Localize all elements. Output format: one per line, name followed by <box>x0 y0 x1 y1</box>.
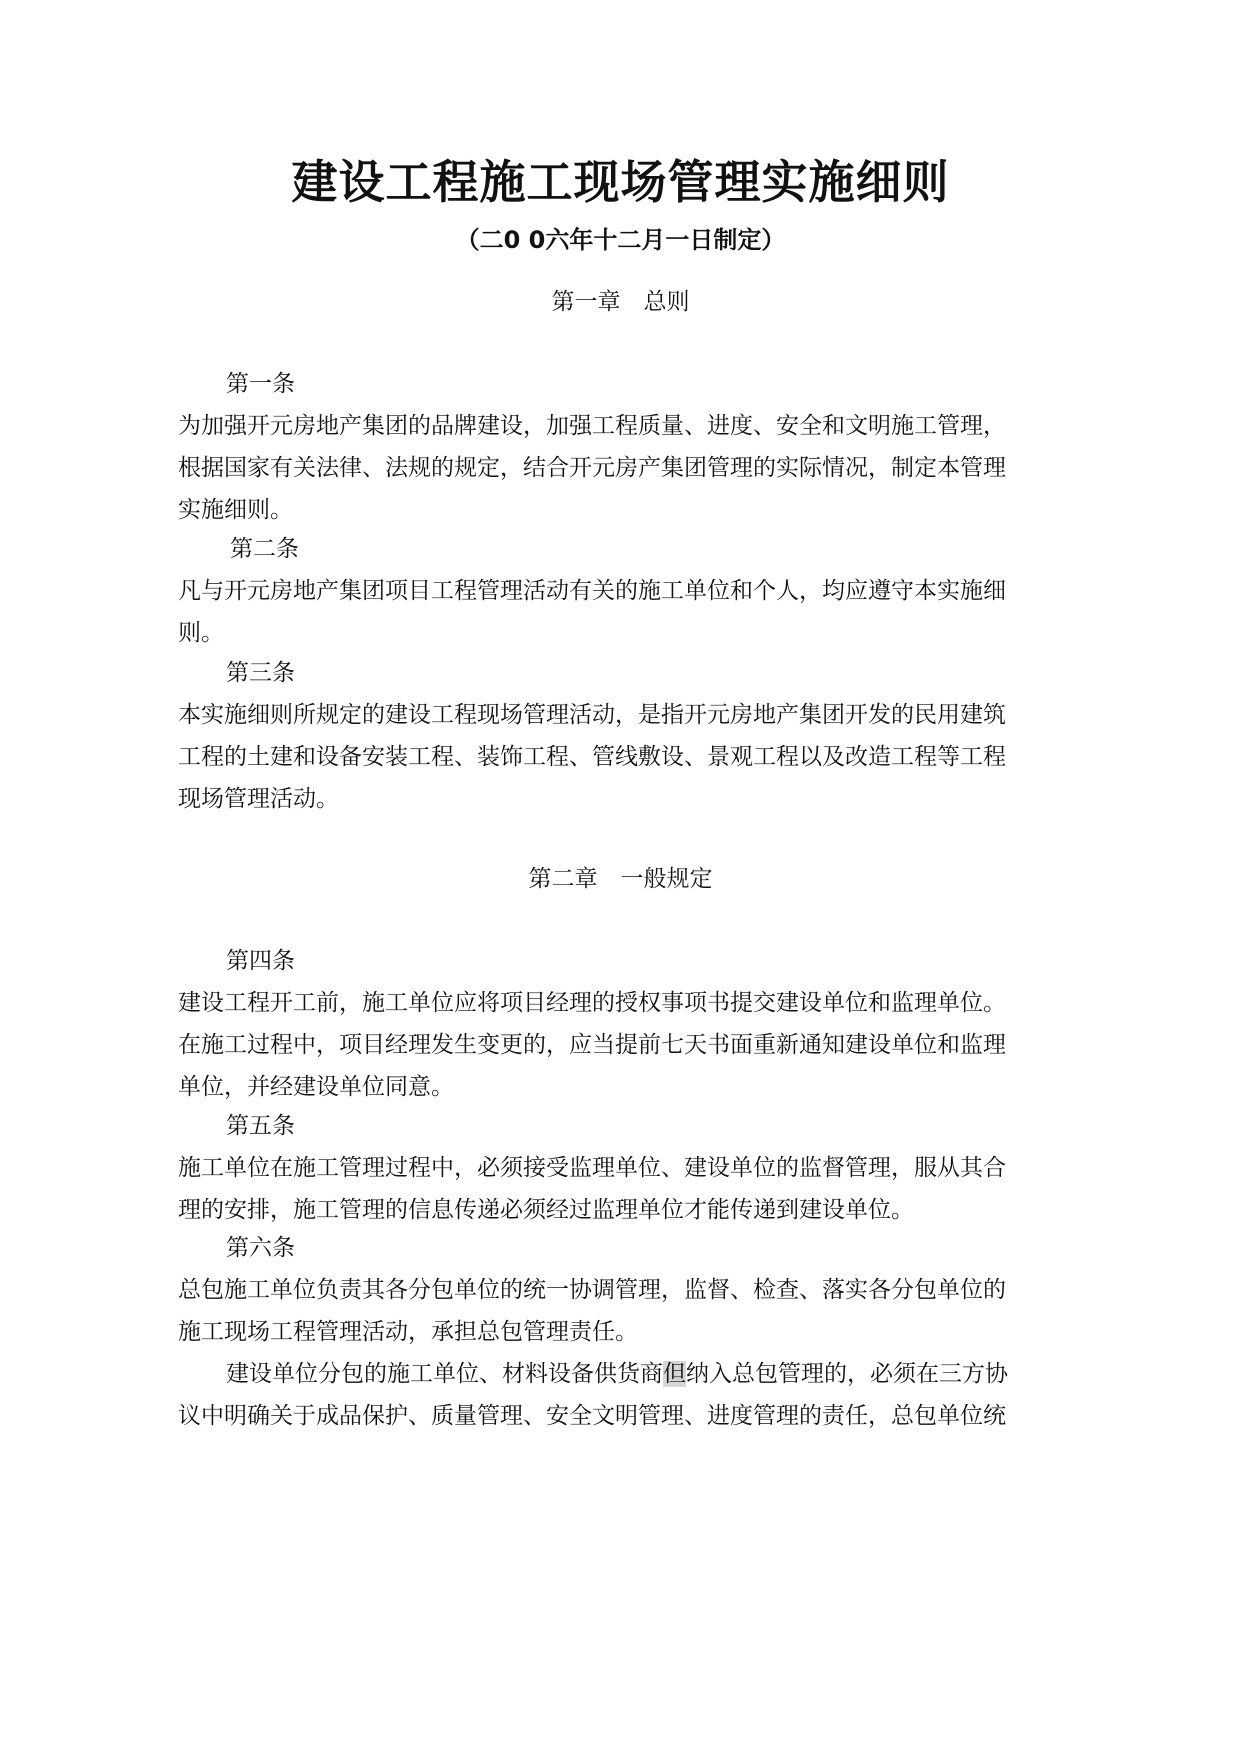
article-4-label: 第四条 <box>226 948 295 974</box>
paragraph-text: 建设单位分包的施工单位、材料设备供货商 <box>226 1361 663 1387</box>
article-6-paragraph-2-line: 议中明确关于成品保护、质量管理、安全文明管理、进度管理的责任，总包单位统 <box>178 1403 1006 1429</box>
document-title: 建设工程施工现场管理实施细则 <box>291 155 950 209</box>
document-subtitle: （二0 0六年十二月一日制定） <box>455 226 786 254</box>
paragraph-text: 纳入总包管理的，必须在三方协 <box>686 1361 1008 1387</box>
article-1-label: 第一条 <box>226 371 295 397</box>
article-2-line: 则。 <box>178 620 224 646</box>
article-6-paragraph-2 <box>226 1357 1008 1391</box>
article-4-line: 在施工过程中，项目经理发生变更的，应当提前七天书面重新通知建设单位和监理 <box>178 1032 1006 1058</box>
article-6-label: 第六条 <box>226 1235 295 1261</box>
article-1-line: 为加强开元房地产集团的品牌建设，加强工程质量、进度、安全和文明施工管理， <box>178 413 1006 439</box>
article-5-line: 理的安排，施工管理的信息传递必须经过监理单位才能传递到建设单位。 <box>178 1197 914 1223</box>
chapter-2-heading: 第二章 一般规定 <box>528 866 713 892</box>
article-5-line: 施工单位在施工管理过程中，必须接受监理单位、建设单位的监督管理，服从其合 <box>178 1155 1006 1181</box>
article-1-line: 实施细则。 <box>178 497 293 523</box>
highlighted-character: 但 <box>663 1361 686 1387</box>
article-5-label: 第五条 <box>226 1113 295 1139</box>
article-3-line: 本实施细则所规定的建设工程现场管理活动，是指开元房地产集团开发的民用建筑 <box>178 702 1006 728</box>
article-2-label: 第二条 <box>230 536 299 562</box>
chapter-1-heading: 第一章 总则 <box>551 289 690 315</box>
article-4-line: 单位，并经建设单位同意。 <box>178 1074 454 1100</box>
article-3-line: 工程的土建和设备安装工程、装饰工程、管线敷设、景观工程以及改造工程等工程 <box>178 744 1006 770</box>
article-4-line: 建设工程开工前，施工单位应将项目经理的授权事项书提交建设单位和监理单位。 <box>178 990 1006 1016</box>
article-3-label: 第三条 <box>226 660 295 686</box>
article-1-line: 根据国家有关法律、法规的规定，结合开元房产集团管理的实际情况，制定本管理 <box>178 455 1006 481</box>
article-2-line: 凡与开元房地产集团项目工程管理活动有关的施工单位和个人，均应遵守本实施细 <box>178 578 1006 604</box>
article-6-line: 施工现场工程管理活动，承担总包管理责任。 <box>178 1319 638 1345</box>
article-6-line: 总包施工单位负责其各分包单位的统一协调管理，监督、检查、落实各分包单位的 <box>178 1277 1006 1303</box>
article-3-line: 现场管理活动。 <box>178 786 339 812</box>
